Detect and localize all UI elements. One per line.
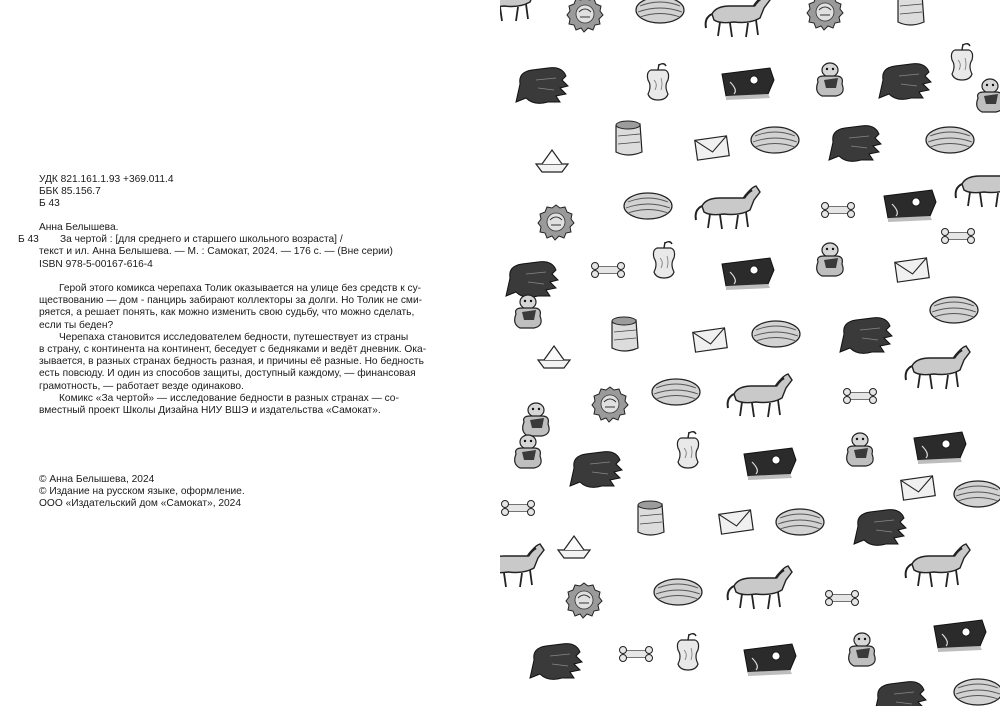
annotation-line: вместный проект Школы Дизайна НИУ ВШЭ и издательства «Самокат». bbox=[39, 405, 381, 417]
bread-drawing bbox=[954, 481, 1000, 507]
bone-drawing bbox=[502, 501, 535, 516]
object-pattern-illustration bbox=[500, 0, 1000, 706]
annotation-line: ряется, а решает понять, как можно изменить свою судьбу, что можно сделать, bbox=[39, 307, 415, 319]
annotation-line: грамотность, — работает везде одинаково. bbox=[39, 380, 244, 392]
toy-figure-drawing bbox=[523, 403, 549, 436]
biblio-publisher-line: текст и ил. Анна Белышева. — М. : Самокат, 2024. — 176 с. — (Вне серии) bbox=[39, 246, 393, 258]
copyright-line: ООО «Издательский дом «Самокат», 2024 bbox=[39, 498, 242, 510]
apple-core-drawing bbox=[677, 432, 698, 468]
bbk-code: ББК 85.156.7 bbox=[39, 186, 101, 198]
bottle-cap-drawing bbox=[807, 0, 843, 30]
toy-figure-drawing bbox=[515, 295, 541, 328]
biblio-title-line: За чертой : [для среднего и старшего школьного возраста] / bbox=[60, 234, 343, 246]
glove-drawing bbox=[530, 644, 582, 680]
sneaker-drawing bbox=[722, 258, 774, 290]
bone-drawing bbox=[620, 647, 653, 662]
sneaker-drawing bbox=[884, 190, 936, 222]
bread-drawing bbox=[930, 297, 978, 323]
glove-drawing bbox=[854, 510, 906, 546]
bread-drawing bbox=[652, 379, 700, 405]
glove-drawing bbox=[516, 68, 568, 104]
bread-drawing bbox=[751, 127, 799, 153]
bottle-cap-drawing bbox=[567, 0, 603, 32]
bread-drawing bbox=[752, 321, 800, 347]
tin-can-drawing bbox=[612, 317, 638, 351]
envelope-drawing bbox=[719, 510, 753, 534]
tin-can-drawing bbox=[898, 0, 924, 25]
envelope-drawing bbox=[695, 136, 729, 160]
paper-boat-drawing bbox=[558, 536, 590, 558]
sneaker-drawing bbox=[914, 432, 966, 464]
biblio-code: Б 43 bbox=[18, 234, 39, 246]
glove-drawing bbox=[840, 318, 892, 354]
glove-drawing bbox=[506, 262, 558, 298]
toy-figure-drawing bbox=[977, 79, 1000, 112]
toy-figure-drawing bbox=[515, 435, 541, 468]
paper-boat-drawing bbox=[536, 150, 568, 172]
apple-core-drawing bbox=[951, 44, 972, 80]
annotation-line: Герой этого комикса черепаха Толик оказывается на улице без средств к су- bbox=[59, 283, 422, 294]
copyright-block bbox=[39, 474, 245, 511]
annotation-line: ществованию — дом - панцирь забирают коллекторы за долги. Но Толик не сми- bbox=[39, 295, 423, 307]
toy-figure-drawing bbox=[849, 633, 875, 666]
horse-drawing bbox=[706, 0, 770, 37]
apple-core-drawing bbox=[677, 634, 698, 670]
toy-figure-drawing bbox=[817, 243, 843, 276]
biblio-isbn: ISBN 978-5-00167-616-4 bbox=[39, 258, 153, 270]
glove-drawing bbox=[570, 452, 622, 488]
bone-drawing bbox=[942, 229, 975, 244]
classification-codes bbox=[39, 174, 174, 211]
bibliographic-record bbox=[18, 222, 393, 271]
annotation-line: Комикс «За чертой» — исследование бедности в разных странах — со- bbox=[59, 392, 399, 404]
bread-drawing bbox=[954, 679, 1000, 705]
toy-figure-drawing bbox=[847, 433, 873, 466]
sneaker-drawing bbox=[744, 644, 796, 676]
sneaker-drawing bbox=[934, 620, 986, 652]
bone-drawing bbox=[822, 203, 855, 218]
annotation bbox=[39, 283, 441, 417]
copyright-line: © Издание на русском языке, оформление. bbox=[39, 486, 245, 498]
glove-drawing bbox=[829, 126, 881, 162]
glove-drawing bbox=[879, 64, 931, 100]
bread-drawing bbox=[636, 0, 684, 23]
tin-can-drawing bbox=[638, 501, 664, 535]
copyright-line: © Анна Белышева, 2024 bbox=[39, 474, 155, 485]
apple-core-drawing bbox=[653, 242, 674, 278]
bread-drawing bbox=[624, 193, 672, 219]
horse-drawing bbox=[728, 374, 792, 417]
horse-drawing bbox=[728, 566, 792, 609]
bread-drawing bbox=[776, 509, 824, 535]
annotation-line: если ты беден? bbox=[39, 319, 114, 331]
bone-drawing bbox=[592, 263, 625, 278]
annotation-line: Черепаха становится исследователем бедности, путешествует из страны bbox=[59, 331, 409, 343]
tin-can-drawing bbox=[616, 121, 642, 155]
horse-drawing bbox=[500, 0, 540, 21]
envelope-drawing bbox=[895, 258, 929, 282]
sneaker-drawing bbox=[722, 68, 774, 100]
illustrated-endpaper bbox=[500, 0, 1000, 706]
horse-drawing bbox=[500, 544, 544, 587]
bone-drawing bbox=[826, 591, 859, 606]
biblio-author: Анна Белышева. bbox=[39, 222, 119, 233]
horse-drawing bbox=[906, 544, 970, 587]
paper-boat-drawing bbox=[538, 346, 570, 368]
author-sign: Б 43 bbox=[39, 198, 60, 210]
annotation-line: в страну, с континента на континент, беседует с бедняками и ведёт дневник. Ока- bbox=[39, 344, 427, 356]
annotation-line: есть повсюду. И один из способов защиты, доступный каждому, — финансовая bbox=[39, 368, 416, 380]
bread-drawing bbox=[654, 579, 702, 605]
bone-drawing bbox=[844, 389, 877, 404]
bottle-cap-drawing bbox=[592, 387, 628, 422]
annotation-line: зывается, в разных странах бедность разная, и причины её разные. Но бедность bbox=[39, 356, 424, 368]
apple-core-drawing bbox=[647, 64, 668, 100]
horse-drawing bbox=[906, 346, 970, 389]
sneaker-drawing bbox=[744, 448, 796, 480]
glove-drawing bbox=[874, 682, 926, 706]
bottle-cap-drawing bbox=[566, 583, 602, 618]
envelope-drawing bbox=[693, 328, 727, 352]
udk-code: УДК 821.161.1.93 +369.011.4 bbox=[39, 174, 174, 185]
horse-drawing bbox=[696, 186, 760, 229]
horse-drawing bbox=[956, 164, 1000, 207]
toy-figure-drawing bbox=[817, 63, 843, 96]
envelope-drawing bbox=[901, 476, 935, 500]
bread-drawing bbox=[926, 127, 974, 153]
bottle-cap-drawing bbox=[538, 205, 574, 240]
